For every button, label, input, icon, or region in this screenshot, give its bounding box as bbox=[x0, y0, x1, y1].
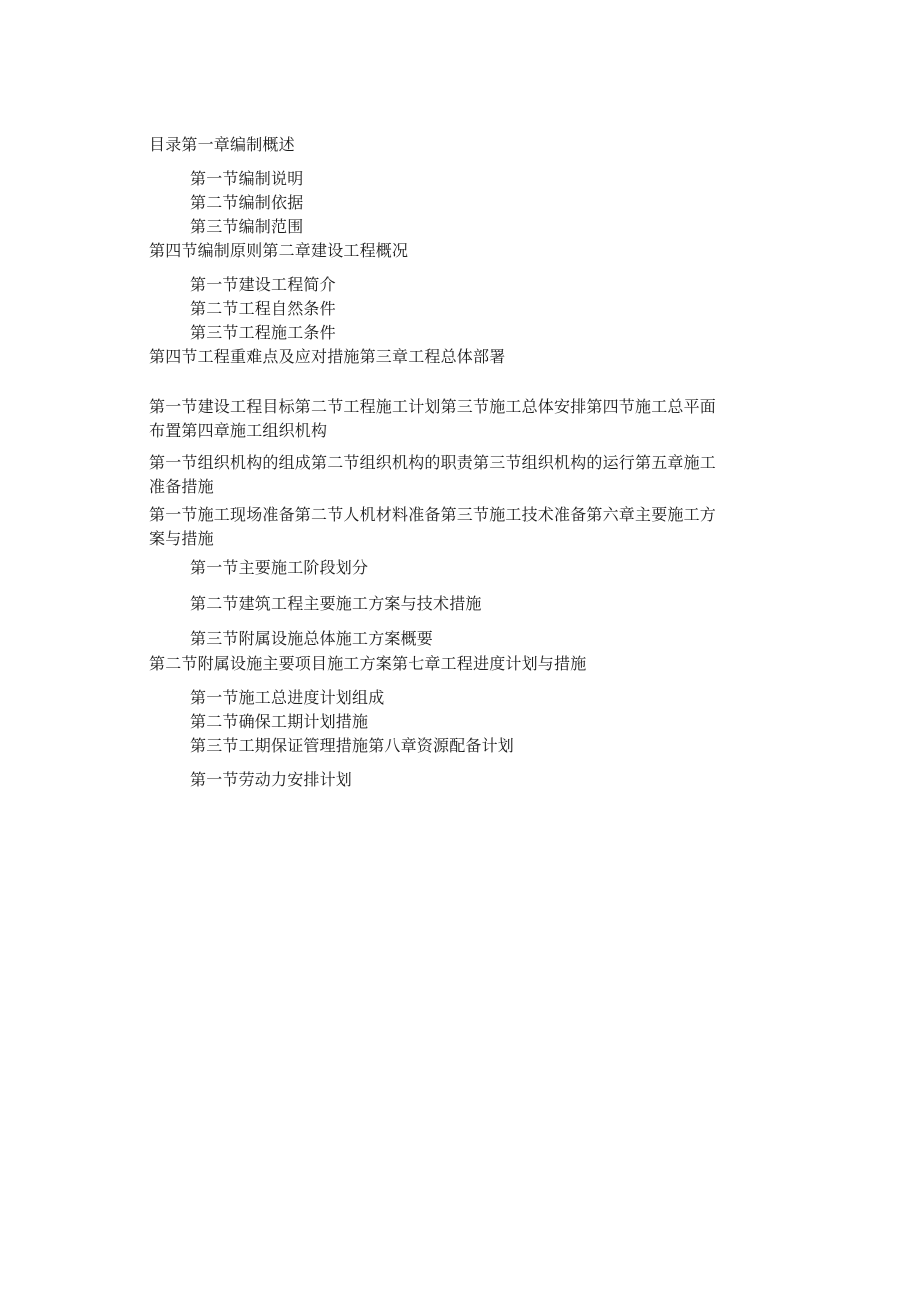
toc-line-7-2: 第二节确保工期计划措施 bbox=[190, 712, 369, 731]
toc-paragraph-chapter-3-sections: 第一节建设工程目标第二节工程施工计划第三节施工总体安排第四节施工总平面布置第四章施工组织机构 bbox=[149, 397, 717, 440]
toc-paragraph-chapter-5-sections: 第一节施工现场准备第二节人机材料准备第三节施工技术准备第六章主要施工方案与措施 bbox=[149, 505, 717, 548]
toc-line-6-3: 第三节附属设施总体施工方案概要 bbox=[190, 629, 434, 648]
toc-line-8-1: 第一节劳动力安排计划 bbox=[190, 770, 353, 789]
toc-line-chapter-1: 目录第一章编制概述 bbox=[149, 135, 295, 154]
toc-line-6-2: 第二节建筑工程主要施工方案与技术措施 bbox=[190, 594, 482, 613]
toc-line-1-2: 第二节编制依据 bbox=[190, 193, 304, 212]
toc-line-1-1: 第一节编制说明 bbox=[190, 169, 304, 188]
toc-line-6-2b-chapter-7: 第二节附属设施主要项目施工方案第七章工程进度计划与措施 bbox=[149, 654, 587, 673]
toc-line-1-3: 第三节编制范围 bbox=[190, 217, 304, 236]
toc-line-7-1: 第一节施工总进度计划组成 bbox=[190, 688, 385, 707]
toc-paragraph-chapter-4-sections: 第一节组织机构的组成第二节组织机构的职责第三节组织机构的运行第五章施工准备措施 bbox=[149, 453, 717, 496]
toc-line-6-1: 第一节主要施工阶段划分 bbox=[190, 558, 369, 577]
toc-line-2-4-chapter-3: 第四节工程重难点及应对措施第三章工程总体部署 bbox=[149, 347, 506, 366]
toc-line-1-4-chapter-2: 第四节编制原则第二章建设工程概况 bbox=[149, 241, 409, 260]
toc-line-7-3-chapter-8: 第三节工期保证管理措施第八章资源配备计划 bbox=[190, 736, 515, 755]
toc-line-2-2: 第二节工程自然条件 bbox=[190, 299, 336, 318]
toc-line-2-3: 第三节工程施工条件 bbox=[190, 323, 336, 342]
toc-line-2-1: 第一节建设工程简介 bbox=[190, 275, 336, 294]
